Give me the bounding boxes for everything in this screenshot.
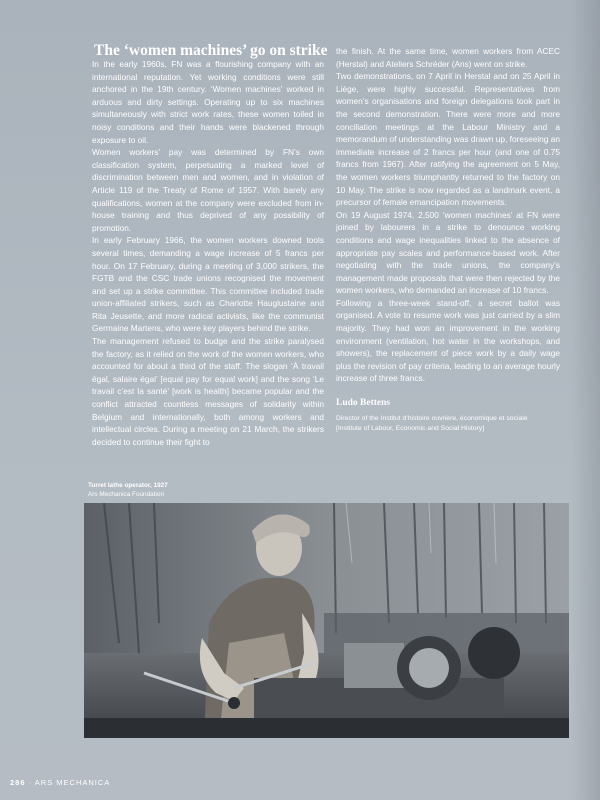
left-paragraph-1: In the early 1960s, FN was a flourishing company with an international reputation. Yet working conditions were still anchored in the 19th century. ‘Women machines’ worked in arduous and dirty settings. Operating up to six machines simultaneously with strict work rates, these women toiled in noisy conditions and their hands were blackened through exposure to oil. [92, 59, 324, 145]
author-role-line-2: [Institute of Labour, Economic and Social History] [336, 425, 485, 433]
page-edge-shadow [570, 0, 600, 800]
lathe-operator-illustration [84, 503, 569, 738]
author-name: Ludo Bettens [336, 398, 391, 409]
left-paragraph-2: Women workers’ pay was determined by FN’s own classification system, perpetuating a marked level of discrimination between men and women, and in violation of Article 119 of the Treaty of Rome of 1957. With barely any qualifications, women at the company were excluded from in-house training and thus deprived of any possibility of promotion. [92, 147, 324, 233]
left-column [92, 58, 324, 448]
author-role-line-1: Director of the Institut d’histoire ouvrière, économique et sociale [336, 414, 528, 422]
page-footer [10, 778, 110, 787]
footer-separator: - [25, 778, 35, 787]
left-paragraph-3: In early February 1966, the women workers downed tools several times, demanding a wage increase of 5 francs per hour. On 17 February, during a meeting of 3,000 strikers, the FGTB and the CSC trade unions recognised the movement and set up a strike committee. This committee included trade union-affiliated strikers, such as Charlotte Hauglustaine and Rita Jeusette, and more radical activists, like the communist Germaine Martens, who were key players behind the strike. [92, 235, 324, 334]
photo-caption-credit: Ars Mechanica Foundation [88, 491, 165, 498]
book-title: ARS MECHANICA [34, 778, 111, 787]
left-paragraph-4: The management refused to budge and the strike paralysed the factory, as it relied on the work of the women workers, who accounted for about a third of the staff. The slogan ‘À travail égal, salaire égal’ [equal pay for equal work] and the song ‘Le travail c’est la santé’ [work is health] became popular and the conflict attracted countless messages of solidarity within Belgium and internationally, both among workers and intellectual circles. During a meeting on 21 March, the strikers decided to continue their fight to [92, 336, 324, 447]
photo-caption-title: Turret lathe operator, 1927 [88, 482, 168, 489]
lathe-operator-photo [84, 503, 569, 738]
page-number: 286 [10, 778, 26, 787]
author-role [336, 414, 560, 435]
article-title: The ‘women machines’ go on strike [94, 42, 328, 59]
photo-caption [88, 481, 168, 499]
right-paragraph-2: Two demonstrations, on 7 April in Herstal and on 25 April in Liège, were highly successful. Representatives from women’s organisations and foreign delegations took part in the second demonstration. There were more and more conciliation meetings at the Labour Ministry and a memorandum of understanding was drawn up, foreseeing an immediate increase of 2 francs per hour (and one of 0.75 francs from 1967). After ratifying the agreement on 5 May, the women workers triumphantly returned to the factory on 10 May. The strike is now regarded as a landmark event, a precursor of female emancipation movements. [336, 71, 560, 208]
right-column [336, 45, 560, 435]
right-paragraph-1: the finish. At the same time, women workers from ACEC (Herstal) and Ateliers Schréder (Ans) went on strike. [336, 46, 560, 69]
right-paragraph-4: Following a three-week stand-off, a secret ballot was organised. A vote to resume work was just carried by a slim majority. They had won an improvement in the working environment (ventilation, hot water in the workshops, and showers), the replacement of piece work by a daily wage plus the revision of pay criteria, leading to an average hourly increase of three francs. [336, 297, 560, 384]
right-paragraph-3: On 19 August 1974, 2,500 ‘women machines’ at FN were joined by labourers in a strike to denounce working conditions and wage inequalities linked to the absence of appropriate pay scales and performance-based work. After negotiating with the trade unions, the company’s management made proposals that were then rejected by the women workers, who demanded an increase of 10 francs. [336, 209, 560, 296]
